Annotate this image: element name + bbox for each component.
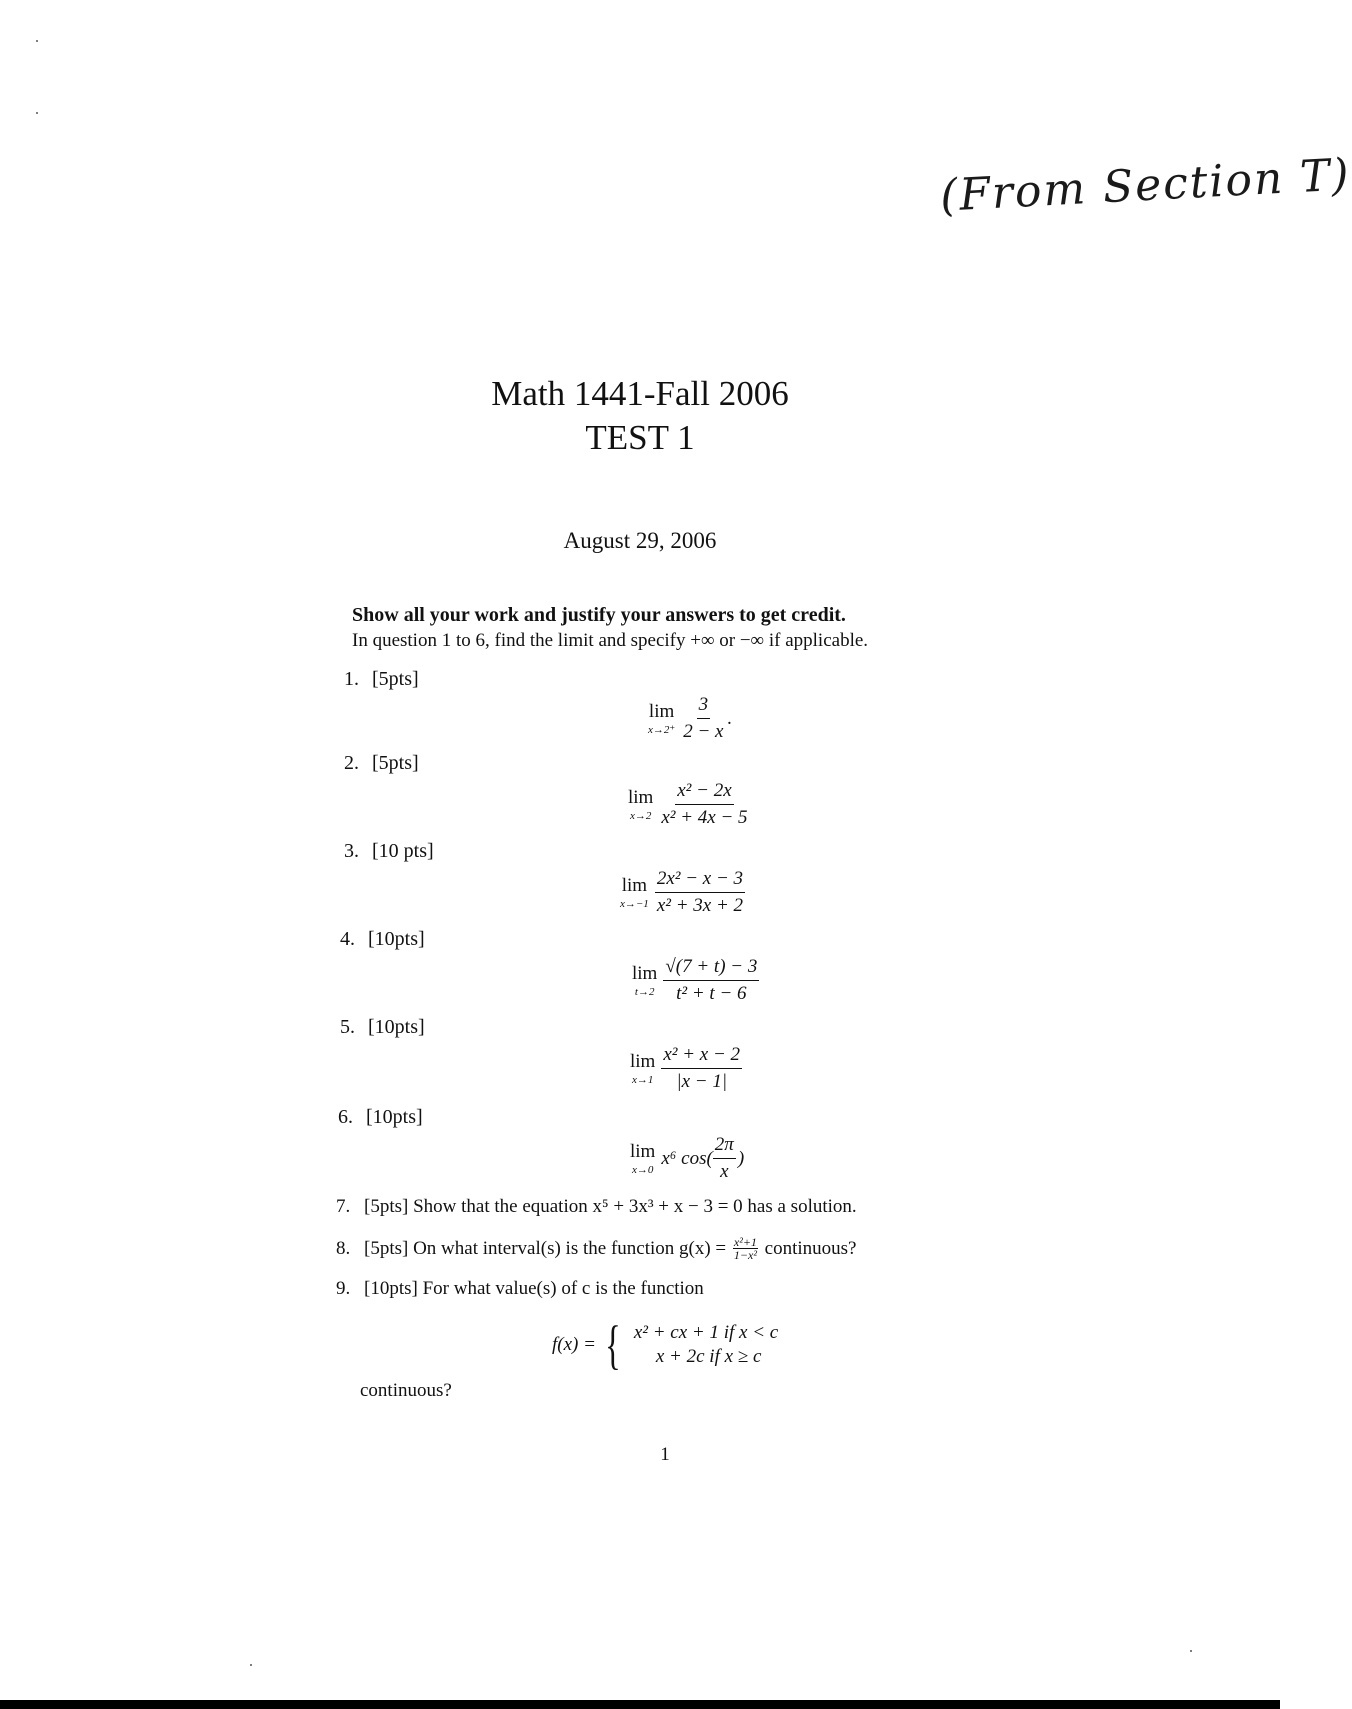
case-1: x² + cx + 1 if x < c [633,1322,779,1343]
question-number: 6. [338,1106,353,1128]
lim-subscript: x→2⁺ [648,723,676,736]
denominator: |x − 1| [676,1071,728,1092]
numerator: 3 [697,694,711,719]
limit-operator [630,1142,655,1176]
question-number: 9. [336,1278,351,1299]
denominator: x [720,1161,729,1182]
question-6-expression [630,1134,744,1183]
question-1-expression [648,694,732,743]
denominator: x² + 3x + 2 [656,895,744,916]
question-text: [10pts] For what value(s) of c is the function [364,1278,704,1299]
question-text: [5pts] On what interval(s) is the function g(x) = [364,1237,731,1259]
question-points: [10pts] [366,1106,423,1128]
question-4-label [340,928,425,951]
instruction-text: In question 1 to 6, find the limit and specify +∞ or −∞ if applicable. [352,630,869,651]
numerator: x² − 2x [675,780,733,805]
numerator: 2x² − x − 3 [655,868,745,893]
limit-operator [628,788,653,822]
exam-date: August 29, 2006 [563,528,717,553]
cases [634,1321,778,1369]
question-number: 3. [344,840,359,862]
question-6-label [338,1106,423,1129]
expression-prefix: x⁶ cos( [661,1147,713,1169]
fraction [663,956,759,1005]
handwritten-note: (From Section T) [938,149,1352,222]
limit-operator [620,876,649,910]
page-title [0,372,1280,460]
lim-subscript: x→1 [631,1073,654,1086]
question-number: 4. [340,928,355,950]
denominator: 1−x² [733,1248,757,1262]
question-2-expression [628,780,750,829]
piecewise-function [552,1315,779,1375]
question-5-label [340,1016,425,1039]
question-8 [336,1236,857,1261]
question-5-expression [630,1044,742,1093]
fraction [661,1044,742,1093]
fraction [659,780,749,829]
limit-operator [630,1052,655,1086]
numerator: x² + x − 2 [661,1044,742,1069]
suffix: ) [737,1147,745,1169]
lim-word: lim [648,700,675,722]
question-points: [10pts] [368,1016,425,1038]
lim-subscript: t→2 [634,985,655,998]
denominator: 2 − x [683,721,724,742]
question-number: 8. [336,1237,351,1259]
question-9-trailer: continuous? [360,1380,452,1401]
question-7 [336,1196,857,1218]
numerator: √(7 + t) − 3 [663,956,759,981]
question-2-label [344,752,419,775]
title-line-2: TEST 1 [585,418,695,457]
lim-word: lim [630,1050,656,1072]
instruction-bold: Show all your work and justify your answers to get credit. [352,604,846,626]
inline-fraction [733,1236,758,1261]
question-points: [5pts] [372,752,419,774]
lim-word: lim [630,1140,656,1162]
question-points: [5pts] [372,668,419,690]
scan-speck [1190,1650,1192,1652]
lim-subscript: x→−1 [620,897,649,910]
question-number: 2. [344,752,359,774]
fraction [681,694,725,743]
limit-operator [632,964,657,998]
question-text: [5pts] Show that the equation x⁵ + 3x³ + x − 3 = 0 has a solution. [364,1196,857,1217]
question-4-expression [632,956,759,1005]
question-3-expression [620,868,745,917]
limit-operator [648,702,675,736]
question-text-after: continuous? [759,1237,857,1259]
page-number: 1 [660,1444,670,1465]
question-points: [10 pts] [372,840,434,862]
question-number: 5. [340,1016,355,1038]
lim-subscript: x→0 [631,1163,654,1176]
scan-edge-bar [0,1700,1280,1709]
lim-word: lim [628,786,654,808]
function-lhs: f(x) = [552,1334,596,1355]
fraction [713,1134,736,1183]
title-line-1: Math 1441-Fall 2006 [491,374,789,413]
question-3-label [344,840,434,863]
lim-subscript: x→2 [629,809,652,822]
lim-word: lim [632,962,658,984]
case-2: x + 2c if x ≥ c [655,1346,762,1367]
question-number: 7. [336,1196,351,1217]
question-number: 1. [344,668,359,690]
scan-speck [36,112,38,114]
denominator: x² + 4x − 5 [661,807,748,828]
scan-speck [36,40,38,42]
denominator: t² + t − 6 [676,983,747,1004]
left-brace: { [605,1315,621,1375]
question-9 [336,1278,704,1300]
suffix: . [727,707,733,729]
question-points: [10pts] [368,928,425,950]
fraction [655,868,745,917]
question-1-label [344,668,419,691]
lim-word: lim [621,874,648,896]
numerator: x²+1 [733,1235,757,1249]
numerator: 2π [713,1134,736,1159]
scan-speck [250,1664,252,1666]
